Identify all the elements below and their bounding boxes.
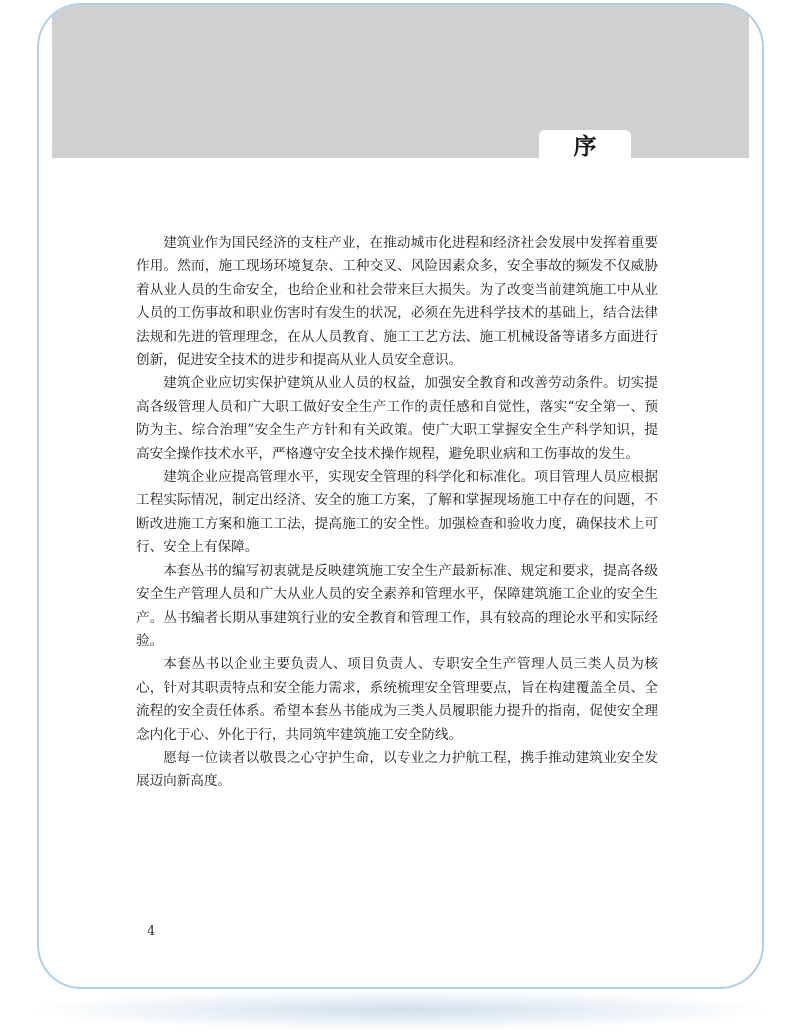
header-band [52, 5, 749, 158]
preface-body [136, 232, 658, 794]
paragraph: 建筑业作为国民经济的支柱产业，在推动城市化进程和经济社会发展中发挥着重要作用。然而，施工现场环境复杂、工种交叉、风险因素众多，安全事故的频发不仅威胁着从业人员的生命安全，也给企业和社会带来巨大损失。为了改变当前建筑施工中从业人员的工伤事故和职业伤害时有发生的状况，必须在先进科学技术的基础上，结合法律法规和先进的管理理念，在从人员教育、施工工艺方法、施工机械设备等诸多方面进行创新，促进安全技术的进步和提高从业人员安全意识。 [136, 235, 658, 369]
paragraph: 本套丛书的编写初衷就是反映建筑施工安全生产最新标准、规定和要求，提高各级安全生产管理人员和广大从业人员的安全素养和管理水平，保障建筑施工企业的安全生产。丛书编者长期从事建筑行业的安全教育和管理工作，具有较高的理论水平和实际经验。 [136, 562, 658, 649]
page-number: 4 [147, 924, 156, 939]
paragraph: 愿每一位读者以敬畏之心守护生命，以专业之力护航工程，携手推动建筑业安全发展迈向新高度。 [136, 749, 658, 790]
frame-shadow [24, 990, 776, 1030]
paragraph: 建筑企业应切实保护建筑从业人员的权益，加强安全教育和改善劳动条件。切实提高各级管理人员和广大职工做好安全生产工作的责任感和自觉性，落实“安全第一、预防为主、综合治理”安全生产方针和有关政策。使广大职工掌握安全生产科学知识，提高安全操作技术水平，严格遵守安全技术操作规程，避免职业病和工伤事故的发生。 [136, 375, 658, 462]
paragraph: 本套丛书以企业主要负责人、项目负责人、专职安全生产管理人员三类人员为核心，针对其职责特点和安全能力需求，系统梳理安全管理要点，旨在构建覆盖全员、全流程的安全责任体系。希望本套丛书能成为三类人员履职能力提升的指南，促使安全理念内化于心、外化于行，共同筑牢建筑施工安全防线。 [136, 656, 658, 743]
page-frame [37, 3, 764, 989]
paragraph: 建筑企业应提高管理水平，实现安全管理的科学化和标准化。项目管理人员应根据工程实际情况，制定出经济、安全的施工方案，了解和掌握现场施工中存在的问题，不断改进施工方案和施工工法，提高施工的安全性。加强检查和验收力度，确保技术上可行、安全上有保障。 [136, 469, 658, 556]
page-title: 序 [539, 130, 631, 162]
